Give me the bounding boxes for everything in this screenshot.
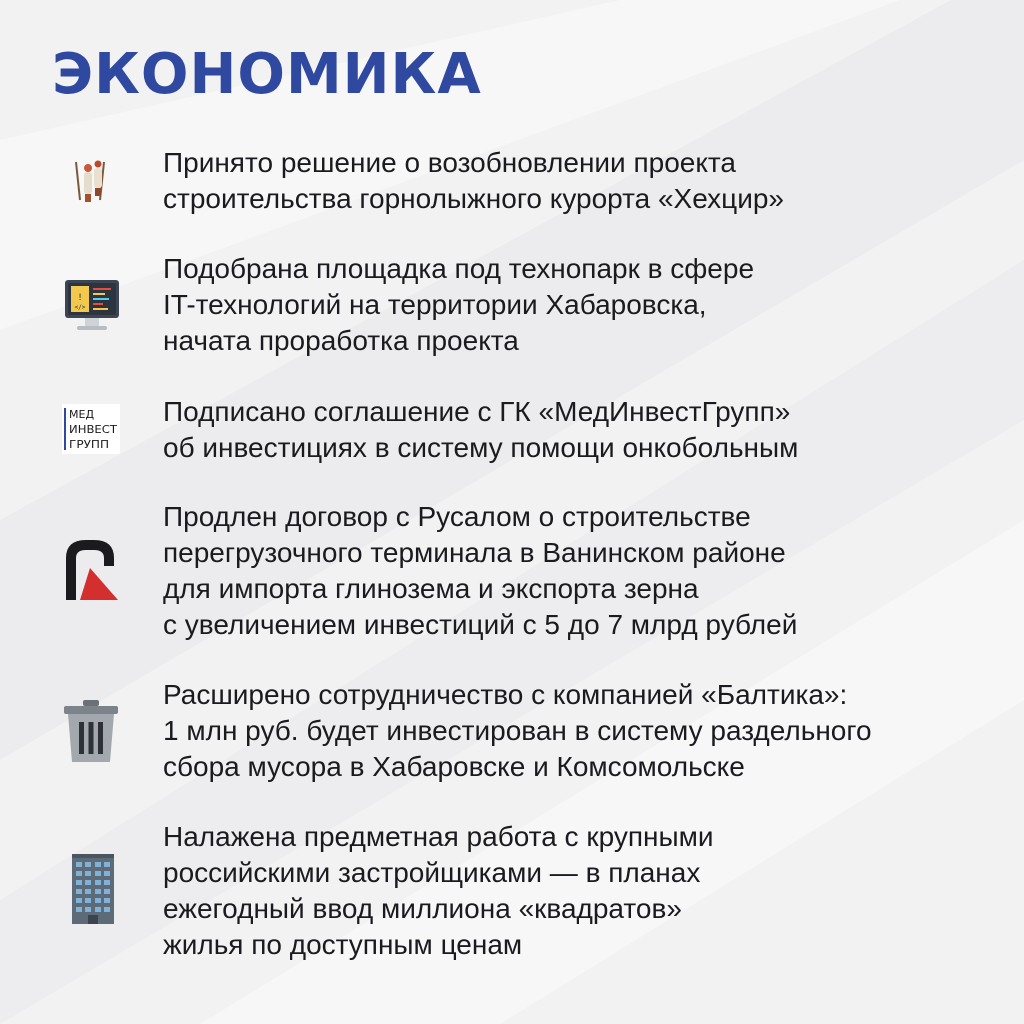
item-2-text (163, 251, 754, 359)
rusal-logo-icon (64, 538, 118, 600)
svg-text:!: ! (78, 293, 82, 303)
item-6-text (163, 819, 713, 963)
item-5-text (163, 677, 872, 785)
logo-line-1: МЕД (69, 408, 95, 421)
item-5-line-2: 1 млн руб. будет инвестирован в систему раздельного (163, 715, 872, 746)
item-3-text (163, 394, 798, 466)
item-4-line-2: перегрузочного терминала в Ванинском районе (163, 537, 786, 568)
item-4-line-1: Продлен договор с Русалом о строительстве (163, 501, 751, 532)
logo-line-3: ГРУПП (69, 438, 109, 451)
item-2-line-3: начата проработка проекта (163, 325, 519, 356)
item-2-line-2: IT-технологий на территории Хабаровска, (163, 289, 707, 320)
item-1-line-2: строительства горнолыжного курорта «Хехцир» (163, 183, 785, 214)
item-4-line-4: с увеличением инвестиций с 5 до 7 млрд рублей (163, 609, 798, 640)
medinvestgroup-logo-icon (62, 404, 120, 454)
svg-text:</>: </> (74, 304, 86, 311)
item-3-line-1: Подписано соглашение с ГК «МедИнвестГрупп» (163, 396, 791, 427)
computer-code-icon (63, 278, 121, 334)
item-5-line-3: сбора мусора в Хабаровске и Комсомольске (163, 751, 745, 782)
page-title: ЭКОНОМИКА (52, 42, 482, 107)
item-5-line-1: Расширено сотрудничество с компанией «Балтика»: (163, 679, 848, 710)
item-6-line-3: ежегодный ввод миллиона «квадратов» (163, 893, 682, 924)
item-6-line-4: жилья по доступным ценам (163, 929, 523, 960)
logo-line-2: ИНВЕСТ (69, 423, 118, 436)
ski-resort-icon (66, 154, 114, 206)
trash-bin-icon (63, 700, 119, 764)
item-2-line-1: Подобрана площадка под технопарк в сфере (163, 253, 755, 284)
item-6-line-1: Налажена предметная работа с крупными (163, 821, 714, 852)
item-6-line-2: российскими застройщиками — в планах (163, 857, 701, 888)
item-4-text (163, 499, 797, 643)
building-icon (72, 854, 114, 924)
item-1-text (163, 145, 784, 217)
item-3-line-2: об инвестициях в систему помощи онкобольным (163, 432, 799, 463)
item-1-line-1: Принято решение о возобновлении проекта (163, 147, 736, 178)
item-4-line-3: для импорта глинозема и экспорта зерна (163, 573, 699, 604)
